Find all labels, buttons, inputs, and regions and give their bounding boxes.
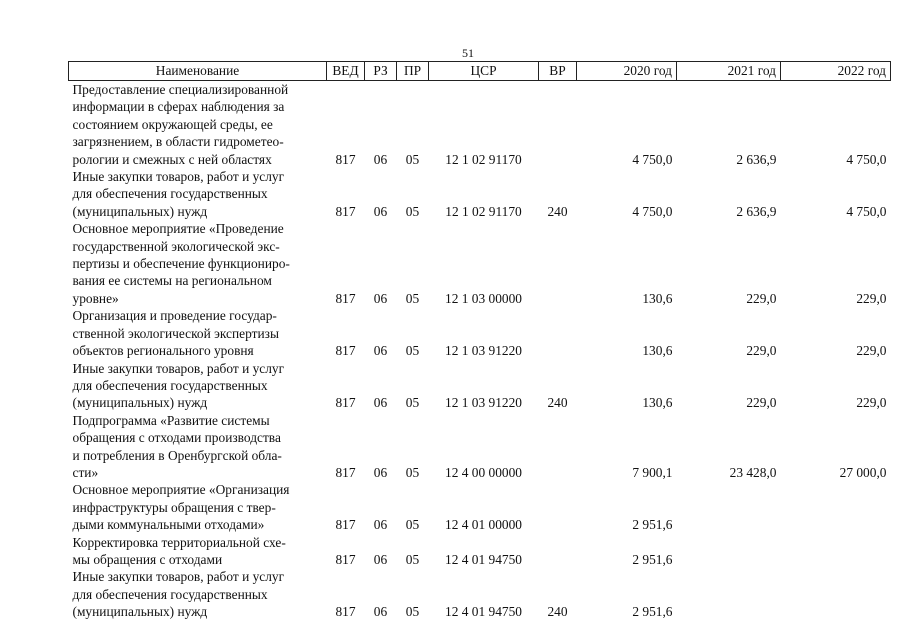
row-name-line: мы обращения с отходами: [72, 551, 223, 567]
row-value-2020: 2 951,6: [632, 517, 673, 533]
row-vr: 240: [547, 604, 568, 620]
row-name-line: сти»: [72, 464, 99, 480]
table-header-row: [69, 62, 891, 81]
table-row: [69, 307, 891, 359]
row-name-line: рологии и смежных с ней областях: [72, 151, 272, 167]
row-name-line: для обеспечения государственных: [72, 186, 268, 202]
row-name-line: и потребления в Оренбургской обла-: [72, 447, 282, 463]
row-value-2020: 4 750,0: [632, 151, 673, 167]
header-name: Наименование: [69, 62, 327, 81]
row-value-2022: 27 000,0: [839, 464, 887, 480]
row-value-2021: 2 636,9: [736, 151, 777, 167]
row-name: [69, 168, 327, 220]
row-rz: 06: [373, 203, 388, 219]
row-name-line: обращения с отходами производства: [72, 430, 281, 446]
row-name-line: ственной экологической экспертизы: [72, 325, 279, 341]
row-name: [69, 307, 327, 359]
row-value-2020: 130,6: [642, 290, 673, 306]
row-rz: 06: [373, 517, 388, 533]
row-value-2021: 229,0: [746, 290, 777, 306]
row-csr: 12 1 03 91220: [445, 395, 522, 411]
table-row: [69, 412, 891, 482]
row-csr: 12 1 03 00000: [445, 290, 522, 306]
row-vr: [539, 81, 577, 169]
row-value-2021: [677, 481, 781, 533]
row-value-2022: 229,0: [856, 343, 887, 359]
row-value-2022: 4 750,0: [846, 151, 887, 167]
row-name-line: для обеспечения государственных: [72, 377, 268, 393]
row-name-line: (муниципальных) нужд: [72, 203, 208, 219]
row-name-line: Иные закупки товаров, работ и услуг: [72, 169, 285, 185]
row-pr: 05: [405, 464, 420, 480]
row-ved: 817: [335, 395, 356, 411]
header-vr: ВР: [539, 62, 577, 81]
table-row: [69, 168, 891, 220]
row-name-line: объектов регионального уровня: [72, 343, 254, 359]
row-pr: 05: [405, 517, 420, 533]
row-name-line: состоянием окружающей среды, ее: [72, 116, 273, 132]
row-rz: 06: [373, 151, 388, 167]
table-row: [69, 81, 891, 169]
budget-table: [68, 61, 891, 621]
header-2021: 2021 год: [677, 62, 781, 81]
row-rz: 06: [373, 551, 388, 567]
row-name-line: для обеспечения государственных: [72, 586, 268, 602]
row-csr: 12 1 02 91170: [445, 203, 522, 219]
row-value-2021: 23 428,0: [729, 464, 777, 480]
table-body: [69, 81, 891, 621]
row-name: [69, 481, 327, 533]
row-name-line: Иные закупки товаров, работ и услуг: [72, 360, 285, 376]
row-ved: 817: [335, 517, 356, 533]
row-value-2022: 229,0: [856, 395, 887, 411]
row-pr: 05: [405, 203, 420, 219]
row-rz: 06: [373, 604, 388, 620]
row-ved: 817: [335, 464, 356, 480]
row-name: [69, 360, 327, 412]
row-value-2021: 229,0: [746, 395, 777, 411]
row-value-2022: 229,0: [856, 290, 887, 306]
row-csr: 12 1 02 91170: [445, 151, 522, 167]
row-name-line: Предоставление специализированной: [72, 82, 289, 97]
row-name: [69, 81, 327, 169]
row-name-line: информации в сферах наблюдения за: [72, 99, 285, 115]
row-name-line: (муниципальных) нужд: [72, 395, 208, 411]
row-csr: 12 4 01 94750: [445, 604, 522, 620]
row-vr: [539, 412, 577, 482]
table-row: [69, 360, 891, 412]
row-name-line: вания ее системы на региональном: [72, 273, 272, 289]
row-rz: 06: [373, 290, 388, 306]
row-name-line: дыми коммунальными отходами»: [72, 517, 265, 533]
header-pr: ПР: [397, 62, 429, 81]
table-row: [69, 534, 891, 569]
table-row: [69, 568, 891, 620]
row-pr: 05: [405, 551, 420, 567]
row-pr: 05: [405, 395, 420, 411]
row-vr: [539, 220, 577, 307]
row-vr: [539, 481, 577, 533]
row-vr: 240: [547, 395, 568, 411]
row-value-2021: [677, 568, 781, 620]
row-vr: [539, 534, 577, 569]
row-name: [69, 568, 327, 620]
header-ved: ВЕД: [327, 62, 365, 81]
row-csr: 12 4 00 00000: [445, 464, 522, 480]
row-name: [69, 412, 327, 482]
row-value-2020: 130,6: [642, 395, 673, 411]
row-pr: 05: [405, 604, 420, 620]
row-name: [69, 220, 327, 307]
header-2020: 2020 год: [577, 62, 677, 81]
row-ved: 817: [335, 290, 356, 306]
row-value-2022: [781, 481, 891, 533]
table-row: [69, 220, 891, 307]
row-value-2020: 7 900,1: [632, 464, 673, 480]
row-name-line: загрязнением, в области гидрометео-: [72, 134, 284, 150]
row-name-line: Иные закупки товаров, работ и услуг: [72, 569, 285, 585]
row-pr: 05: [405, 343, 420, 359]
row-value-2021: [677, 534, 781, 569]
row-name-line: Подпрограмма «Развитие системы: [72, 412, 270, 428]
header-2022: 2022 год: [781, 62, 891, 81]
row-value-2022: 4 750,0: [846, 203, 887, 219]
page-number: 51: [462, 46, 474, 60]
row-csr: 12 1 03 91220: [445, 343, 522, 359]
row-name-line: Основное мероприятие «Проведение: [72, 221, 284, 237]
row-name-line: государственной экологической экс-: [72, 238, 280, 254]
row-rz: 06: [373, 395, 388, 411]
header-csr: ЦСР: [429, 62, 539, 81]
header-rz: РЗ: [365, 62, 397, 81]
row-value-2020: 130,6: [642, 343, 673, 359]
row-name-line: (муниципальных) нужд: [72, 604, 208, 620]
row-name-line: Корректировка территориальной схе-: [72, 534, 286, 550]
row-value-2022: [781, 568, 891, 620]
row-csr: 12 4 01 00000: [445, 517, 522, 533]
row-ved: 817: [335, 151, 356, 167]
row-name-line: Организация и проведение государ-: [72, 308, 277, 324]
row-rz: 06: [373, 343, 388, 359]
row-ved: 817: [335, 203, 356, 219]
row-value-2021: 229,0: [746, 343, 777, 359]
row-name-line: уровне»: [72, 290, 119, 306]
row-ved: 817: [335, 343, 356, 359]
row-vr: 240: [547, 203, 568, 219]
row-vr: [539, 307, 577, 359]
row-name-line: инфраструктуры обращения с твер-: [72, 499, 276, 515]
row-value-2020: 2 951,6: [632, 604, 673, 620]
row-name-line: Основное мероприятие «Организация: [72, 482, 290, 498]
row-value-2021: 2 636,9: [736, 203, 777, 219]
row-ved: 817: [335, 604, 356, 620]
row-pr: 05: [405, 290, 420, 306]
row-value-2022: [781, 534, 891, 569]
row-pr: 05: [405, 151, 420, 167]
table-row: [69, 481, 891, 533]
row-rz: 06: [373, 464, 388, 480]
row-csr: 12 4 01 94750: [445, 551, 522, 567]
row-ved: 817: [335, 551, 356, 567]
row-value-2020: 2 951,6: [632, 551, 673, 567]
row-name-line: пертизы и обеспечение функциониро-: [72, 256, 290, 272]
row-name: [69, 534, 327, 569]
row-value-2020: 4 750,0: [632, 203, 673, 219]
